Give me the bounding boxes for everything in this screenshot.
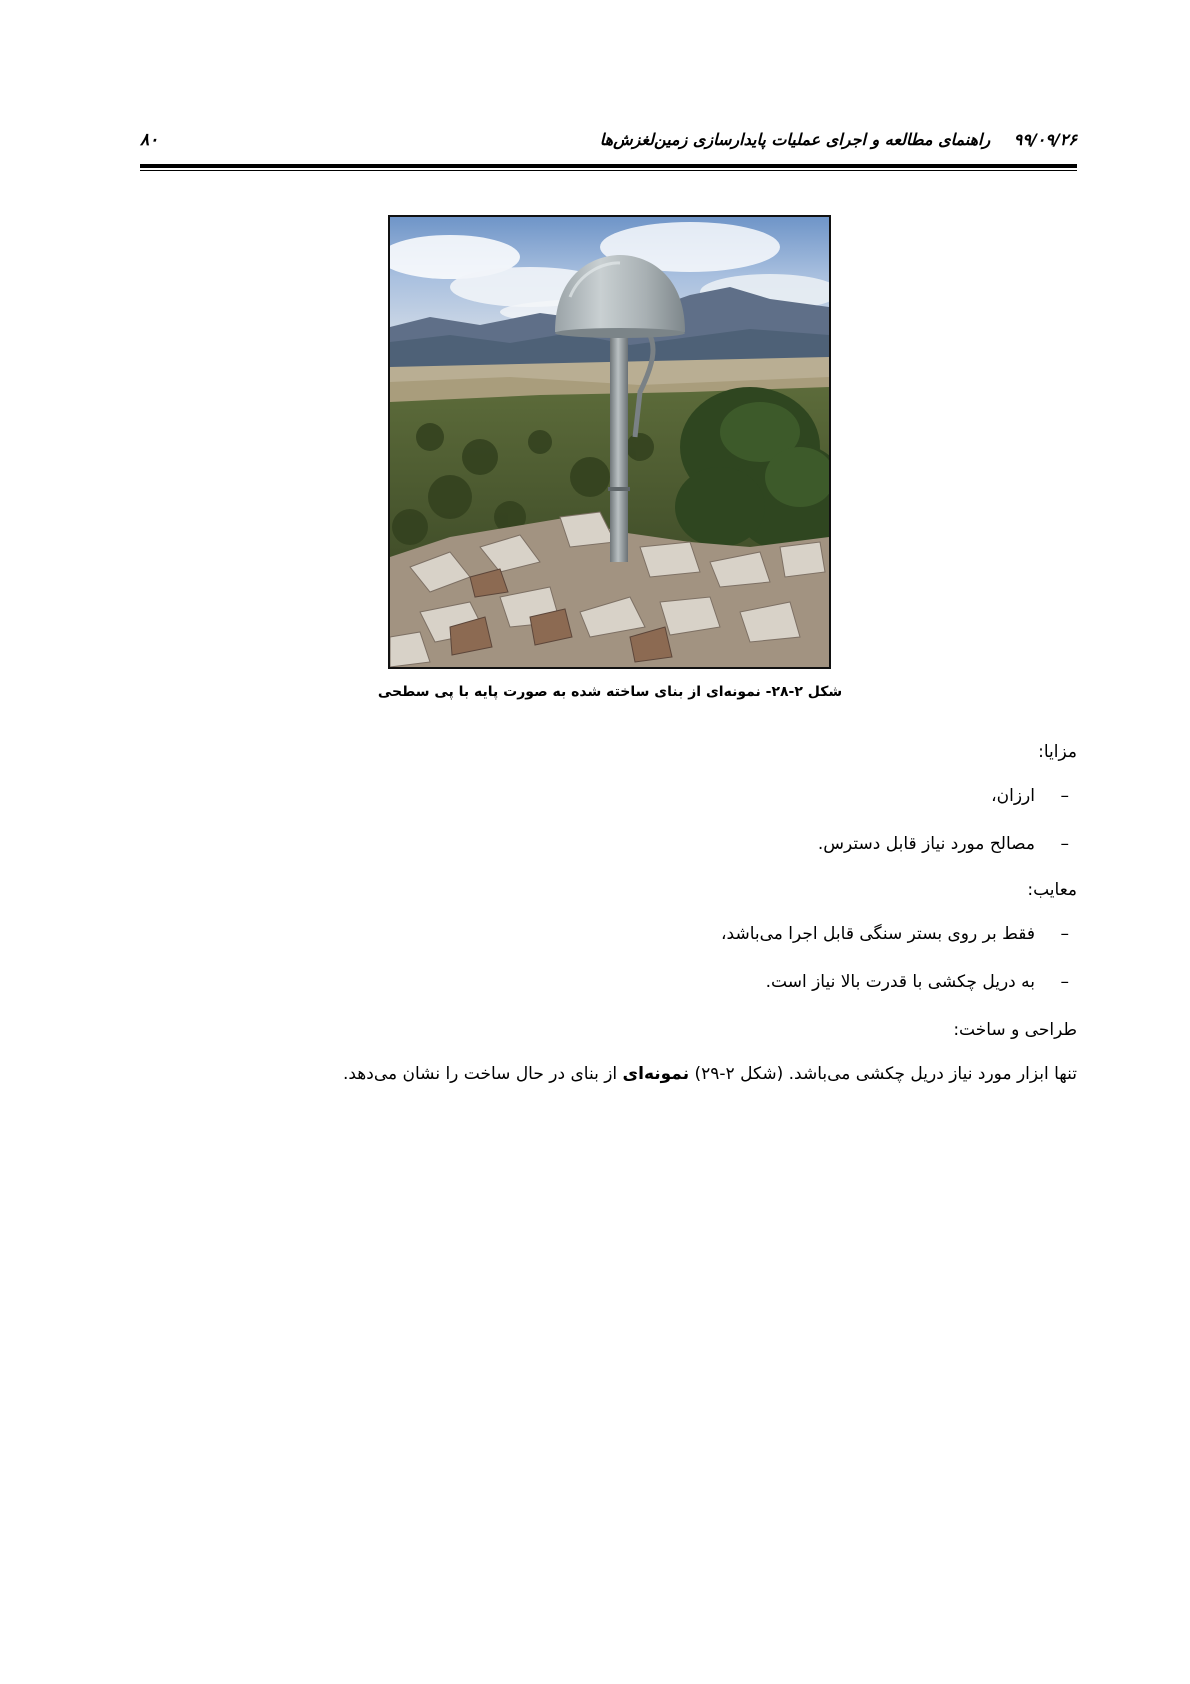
design-paragraph-part2: از بنای در حال ساخت را نشان می‌دهد.: [342, 1064, 618, 1084]
header-rule-thick: [140, 164, 1077, 168]
header-date: ۹۹/۰۹/۲۶: [1013, 130, 1077, 149]
advantage-item-1: [991, 786, 1077, 806]
advantage-item-1-text: ارزان،: [991, 786, 1035, 806]
bullet-dash: –: [1060, 924, 1069, 944]
page-header: [140, 130, 1077, 156]
disadvantage-item-1: [721, 924, 1077, 944]
design-paragraph: [343, 1064, 1077, 1084]
disadvantages-heading: معایب:: [1027, 880, 1077, 900]
advantages-heading: مزایا:: [1038, 742, 1077, 762]
figure-photo: [388, 215, 831, 669]
figure-caption: شکل ۲-۲۸- نمونه‌ای از بنای ساخته شده به صورت پایه با پی سطحی: [377, 684, 843, 700]
bullet-dash: –: [1060, 786, 1069, 806]
bullet-dash: –: [1060, 834, 1069, 854]
page-number: ۸۰: [140, 130, 159, 150]
design-paragraph-part1: تنها ابزار مورد نیاز دریل چکشی می‌باشد. (شکل ۲-۲۹): [694, 1064, 1077, 1084]
advantage-item-2-text: مصالح مورد نیاز قابل دسترس.: [817, 834, 1035, 854]
design-heading: طراحی و ساخت:: [953, 1020, 1077, 1040]
header-title-text: راهنمای مطالعه و اجرای عملیات پایدارسازی زمین‌لغزش‌ها: [599, 130, 991, 149]
design-paragraph-bold: نمونه‌ای: [622, 1064, 690, 1084]
disadvantage-item-2: [766, 972, 1077, 992]
running-title: [600, 130, 1077, 149]
header-rule-thin: [140, 170, 1077, 171]
photo-gps-antenna-monument: [390, 217, 829, 667]
bullet-dash: –: [1060, 972, 1069, 992]
advantage-item-2: [818, 834, 1077, 854]
disadvantage-item-2-text: به دریل چکشی با قدرت بالا نیاز است.: [765, 972, 1035, 992]
disadvantage-item-1-text: فقط بر روی بستر سنگی قابل اجرا می‌باشد،: [721, 924, 1035, 944]
